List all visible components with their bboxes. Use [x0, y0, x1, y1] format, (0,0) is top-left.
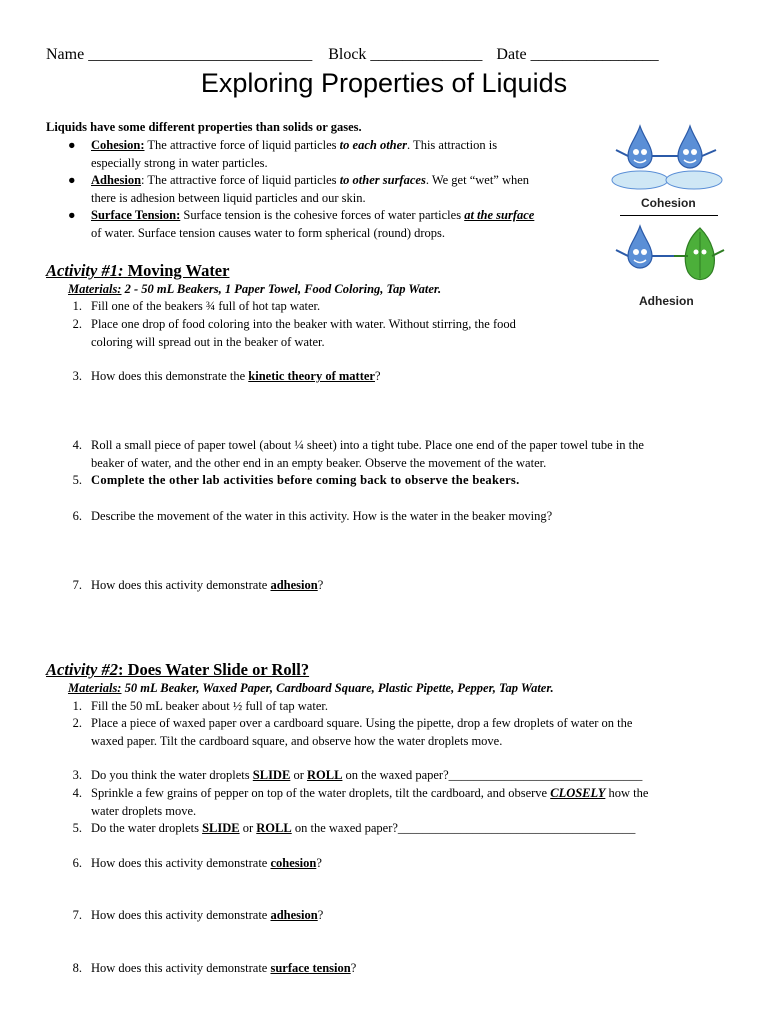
- block-label: Block: [328, 46, 367, 63]
- adhesion-label: Adhesion: [639, 294, 694, 308]
- activity1-heading: Activity #1: Moving Water: [46, 261, 230, 280]
- step-number: 1.: [72, 299, 82, 313]
- date-label: Date: [496, 46, 527, 63]
- step-number: 5.: [72, 473, 82, 487]
- bullet-icon: ●: [68, 173, 76, 187]
- activity2-materials: Materials: 50 mL Beaker, Waxed Paper, Cardboard Square, Plastic Pipette, Pepper, Tap Water.: [68, 681, 554, 695]
- step-number: 3.: [72, 768, 82, 782]
- activity2-step-2: Place a piece of waxed paper over a cardboard square. Using the pipette, drop a few droplets of water on the waxed paper. Tilt the cardboard square, and observe how the water droplets move.: [91, 716, 633, 748]
- activity2-step-4: Sprinkle a few grains of pepper on top of the water droplets, tilt the cardboard, and observe CLOSELY how the water droplets move.: [91, 786, 649, 818]
- step-number: 5.: [72, 821, 82, 835]
- adhesion-illustration: [608, 224, 728, 294]
- cohesion-label: Cohesion: [641, 196, 696, 210]
- step-number: 2.: [72, 317, 82, 331]
- activity1-materials: Materials: 2 - 50 mL Beakers, 1 Paper Towel, Food Coloring, Tap Water.: [68, 282, 442, 296]
- divider: [620, 215, 718, 216]
- activity1-step-2: Place one drop of food coloring into the beaker with water. Without stirring, the food coloring will spread out in the beaker of water.: [91, 317, 516, 349]
- activity2-question-5: Do the water droplets SLIDE or ROLL on the waxed paper?______________________________________: [91, 821, 636, 835]
- activity2-question-6: How does this activity demonstrate cohesion?: [91, 856, 322, 870]
- intro-text: Liquids have some different properties than solids or gases.: [46, 120, 362, 134]
- step-number: 6.: [72, 856, 82, 870]
- step-number: 8.: [72, 961, 82, 975]
- activity1-step-1: Fill one of the beakers ¾ full of hot tap water.: [91, 299, 321, 313]
- step-number: 2.: [72, 716, 82, 730]
- activity2-step-1: Fill the 50 mL beaker about ½ full of tap water.: [91, 699, 328, 713]
- activity1-question-6: Describe the movement of the water in this activity. How is the water in the beaker moving?: [91, 509, 553, 523]
- step-number: 3.: [72, 369, 82, 383]
- bullet-icon: ●: [68, 208, 76, 222]
- definition-surface-tension: Surface Tension: Surface tension is the cohesive forces of water particles at the surface of water. Surface tension causes water to form spherical (round) drops.: [91, 208, 535, 240]
- page-title: Exploring Properties of Liquids: [200, 68, 568, 98]
- step-number: 4.: [72, 438, 82, 452]
- definition-adhesion: Adhesion: The attractive force of liquid particles to other surfaces. We get “wet” when there is adhesion between liquid particles and our skin.: [91, 173, 530, 205]
- activity1-step-5: Complete the other lab activities before coming back to observe the beakers.: [91, 473, 520, 487]
- activity2-question-8: How does this activity demonstrate surface tension?: [91, 961, 357, 975]
- definition-cohesion: Cohesion: The attractive force of liquid particles to each other. This attraction is especially strong in water particles.: [91, 138, 498, 170]
- bullet-icon: ●: [68, 138, 76, 152]
- step-number: 1.: [72, 699, 82, 713]
- date-field[interactable]: ________________: [530, 46, 659, 63]
- name-field[interactable]: ____________________________: [88, 46, 313, 63]
- activity2-heading: Activity #2: Does Water Slide or Roll?: [46, 660, 310, 679]
- illustration-panel: [608, 122, 728, 322]
- activity2-question-3: Do you think the water droplets SLIDE or ROLL on the waxed paper?_______________________________: [91, 768, 643, 782]
- step-number: 7.: [72, 578, 82, 592]
- step-number: 4.: [72, 786, 82, 800]
- step-number: 6.: [72, 509, 82, 523]
- activity1-question-3: How does this demonstrate the kinetic theory of matter?: [91, 369, 381, 383]
- name-label: Name: [46, 46, 85, 63]
- header-line: [46, 46, 659, 64]
- step-number: 7.: [72, 908, 82, 922]
- activity1-step-4: Roll a small piece of paper towel (about ¼ sheet) into a tight tube. Place one end of the paper towel tube in the beaker of water, and the other end in an empty beaker. Observe the movement of the water.: [91, 438, 644, 470]
- activity1-question-7: How does this activity demonstrate adhesion?: [91, 578, 324, 592]
- activity2-question-7: How does this activity demonstrate adhesion?: [91, 908, 324, 922]
- block-field[interactable]: ______________: [370, 46, 483, 63]
